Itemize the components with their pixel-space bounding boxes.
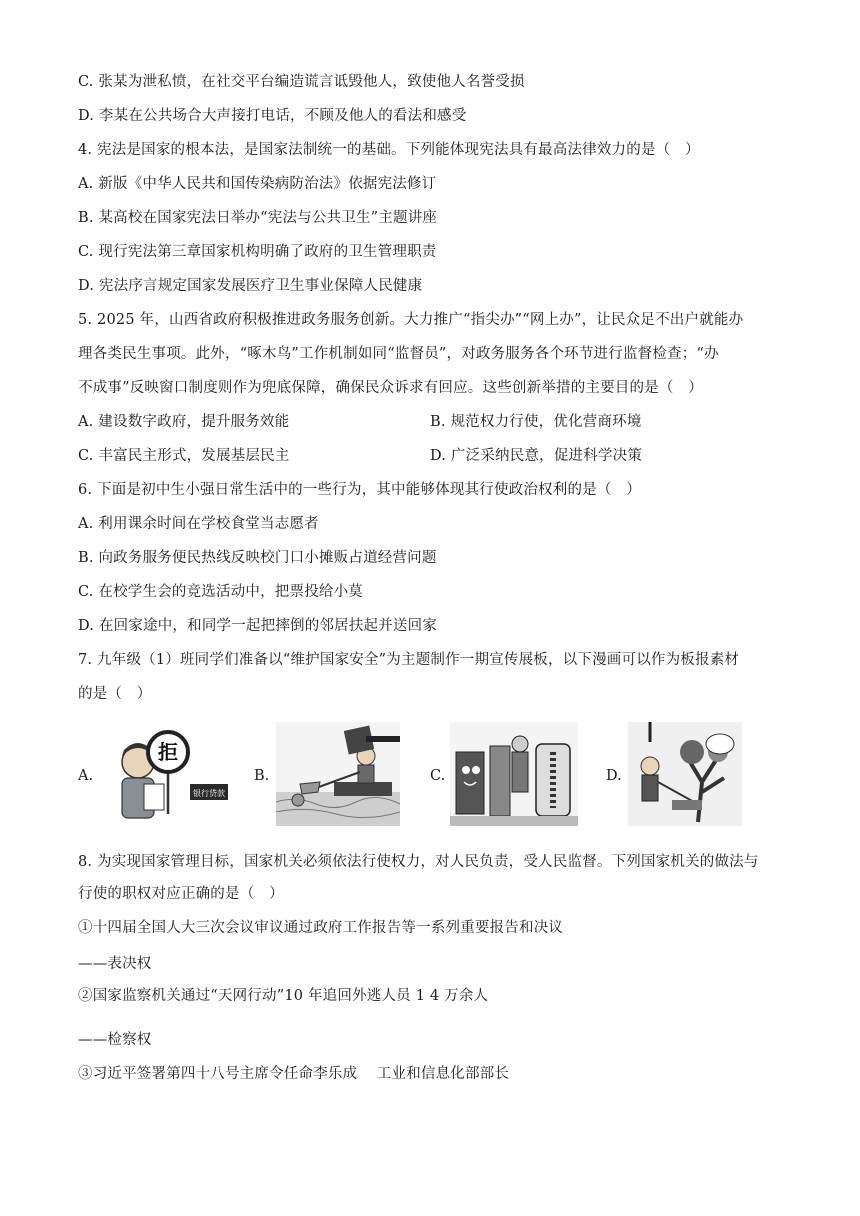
q6-stem: 6. 下面是初中生小强日常生活中的一些行为，其中能够体现其行使政治权利的是（ ） bbox=[78, 482, 641, 498]
q4-stem: 4. 宪法是国家的根本法，是国家法制统一的基础。下列能体现宪法具有最高法律效力的是（ ） bbox=[78, 142, 700, 158]
q8-item-3: ③习近平签署第四十八号主席令任命李乐成 工业和信息化部部长 bbox=[78, 1066, 510, 1082]
q7-image-label-d: D. bbox=[606, 768, 622, 784]
q5-option-a: A. 建设数字政府，提升服务效能 bbox=[78, 414, 290, 430]
q8-item-1-right: ——表决权 bbox=[78, 956, 152, 972]
q4-option-d: D. 宪法序言规定国家发展医疗卫生事业保障人民健康 bbox=[78, 278, 423, 294]
cartoon-c-books-and-figures bbox=[450, 722, 578, 826]
q5-stem-line3: 不成事”反映窗口制度则作为兜底保障，确保民众诉求有回应。这些创新举措的主要目的是（ ） bbox=[78, 380, 704, 396]
q8-item-2: ②国家监察机关通过“天网行动”10 年追回外逃人员 1 4 万余人 bbox=[78, 988, 489, 1004]
q8-stem-line1: 8. 为实现国家管理目标，国家机关必须依法行使权力，对人民负责，受人民监督。下列国家机关的做法与 bbox=[78, 854, 759, 870]
q6-option-c: C. 在校学生会的竞选活动中，把票投给小莫 bbox=[78, 584, 363, 600]
cartoon-b-shoveling bbox=[276, 722, 400, 826]
q7-image-label-a: A. bbox=[78, 768, 94, 784]
q3-option-d: D. 李某在公共场合大声接打电话，不顾及他人的看法和感受 bbox=[78, 108, 467, 124]
q4-option-c: C. 现行宪法第三章国家机构明确了政府的卫生管理职责 bbox=[78, 244, 437, 260]
q5-option-d: D. 广泛采纳民意，促进科学决策 bbox=[430, 448, 643, 464]
q6-option-d: D. 在回家途中，和同学一起把摔倒的邻居扶起并送回家 bbox=[78, 618, 438, 634]
q8-item-1: ①十四届全国人大三次会议审议通过政府工作报告等一系列重要报告和决议 bbox=[78, 920, 564, 936]
q4-option-a: A. 新版《中华人民共和国传染病防治法》依据宪法修订 bbox=[78, 176, 437, 192]
cartoon-d-tree-and-person bbox=[628, 722, 742, 826]
q5-option-c: C. 丰富民主形式，发展基层民主 bbox=[78, 448, 290, 464]
q7-stem-line1: 7. 九年级（1）班同学们准备以“维护国家安全”为主题制作一期宣传展板，以下漫画可以作为板报素材 bbox=[78, 652, 740, 668]
q4-option-b: B. 某高校在国家宪法日举办“宪法与公共卫生”主题讲座 bbox=[78, 210, 438, 226]
refuse-sign-text: 拒 bbox=[158, 740, 178, 764]
q7-stem-line2: 的是（ ） bbox=[78, 686, 152, 702]
q7-image-label-c: C. bbox=[430, 768, 446, 784]
q3-option-c: C. 张某为泄私愤，在社交平台编造谎言诋毁他人，致使他人名誉受损 bbox=[78, 74, 525, 90]
q5-stem-line2: 理各类民生事项。此外，“啄木鸟”工作机制如同“监督员”，对政务服务各个环节进行监督检查；“办 bbox=[78, 346, 719, 362]
q5-stem-line1: 5. 2025 年，山西省政府积极推进政务服务创新。大力推广“指尖办”“网上办”，让民众足不出户就能办 bbox=[78, 312, 744, 328]
q6-option-a: A. 利用课余时间在学校食堂当志愿者 bbox=[78, 516, 319, 532]
q7-image-label-b: B. bbox=[254, 768, 270, 784]
loan-sign-text: 银行贷款 bbox=[193, 789, 225, 798]
cartoon-a-refusing-loan bbox=[108, 722, 230, 822]
q8-stem-line2: 行使的职权对应正确的是（ ） bbox=[78, 886, 284, 902]
q8-item-2-right: ——检察权 bbox=[78, 1032, 152, 1048]
q5-option-b: B. 规范权力行使，优化营商环境 bbox=[430, 414, 642, 430]
q6-option-b: B. 向政务服务便民热线反映校门口小摊贩占道经营问题 bbox=[78, 550, 437, 566]
